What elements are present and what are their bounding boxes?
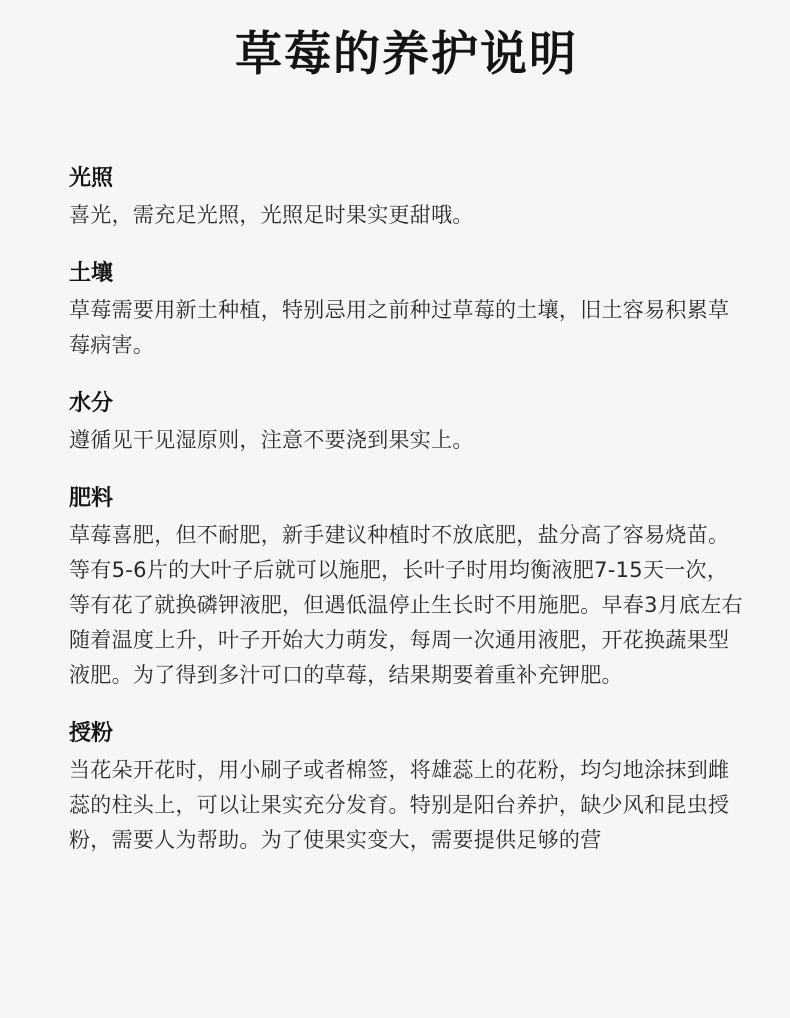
section-heading: 授粉 <box>69 721 114 746</box>
section-heading: 光照 <box>69 166 114 191</box>
section-heading: 肥料 <box>69 486 114 511</box>
section-body: 喜光，需充足光照，光照足时果实更甜哦。 <box>69 203 474 227</box>
section-heading: 土壤 <box>69 261 114 286</box>
section-body: 当花朵开花时，用小刷子或者棉签，将雄蕊上的花粉，均匀地涂抹到雌蕊的柱头上，可以让果实充分发育。特别是阳台养护，缺少风和昆虫授粉，需要人为帮助。为了使果实变大，需要提供足够的营 <box>69 758 730 852</box>
sections-list <box>69 164 744 858</box>
section-heading: 水分 <box>69 391 114 416</box>
section-body: 遵循见干见湿原则，注意不要浇到果实上。 <box>69 428 474 452</box>
section-body: 草莓喜肥，但不耐肥，新手建议种植时不放底肥，盐分高了容易烧苗。等有5-6片的大叶子后就可以施肥，长叶子时用均衡液肥7-15天一次，等有花了就换磷钾液肥，但遇低温停止生长时不用施肥。早春3月底左右随着温度上升，叶子开始大力萌发，每周一次通用液肥，开花换蔬果型液肥。为了得到多汁可口的草莓，结果期要着重补充钾肥。 <box>69 523 743 687</box>
section-water <box>69 389 744 458</box>
section-soil <box>69 259 744 363</box>
page-title: 草莓的养护说明 <box>235 27 578 82</box>
section-light <box>69 164 744 233</box>
section-body: 草莓需要用新土种植，特别忌用之前种过草莓的土壤，旧土容易积累草莓病害。 <box>69 298 730 357</box>
section-fertilizer <box>69 484 744 693</box>
section-pollination <box>69 719 744 858</box>
